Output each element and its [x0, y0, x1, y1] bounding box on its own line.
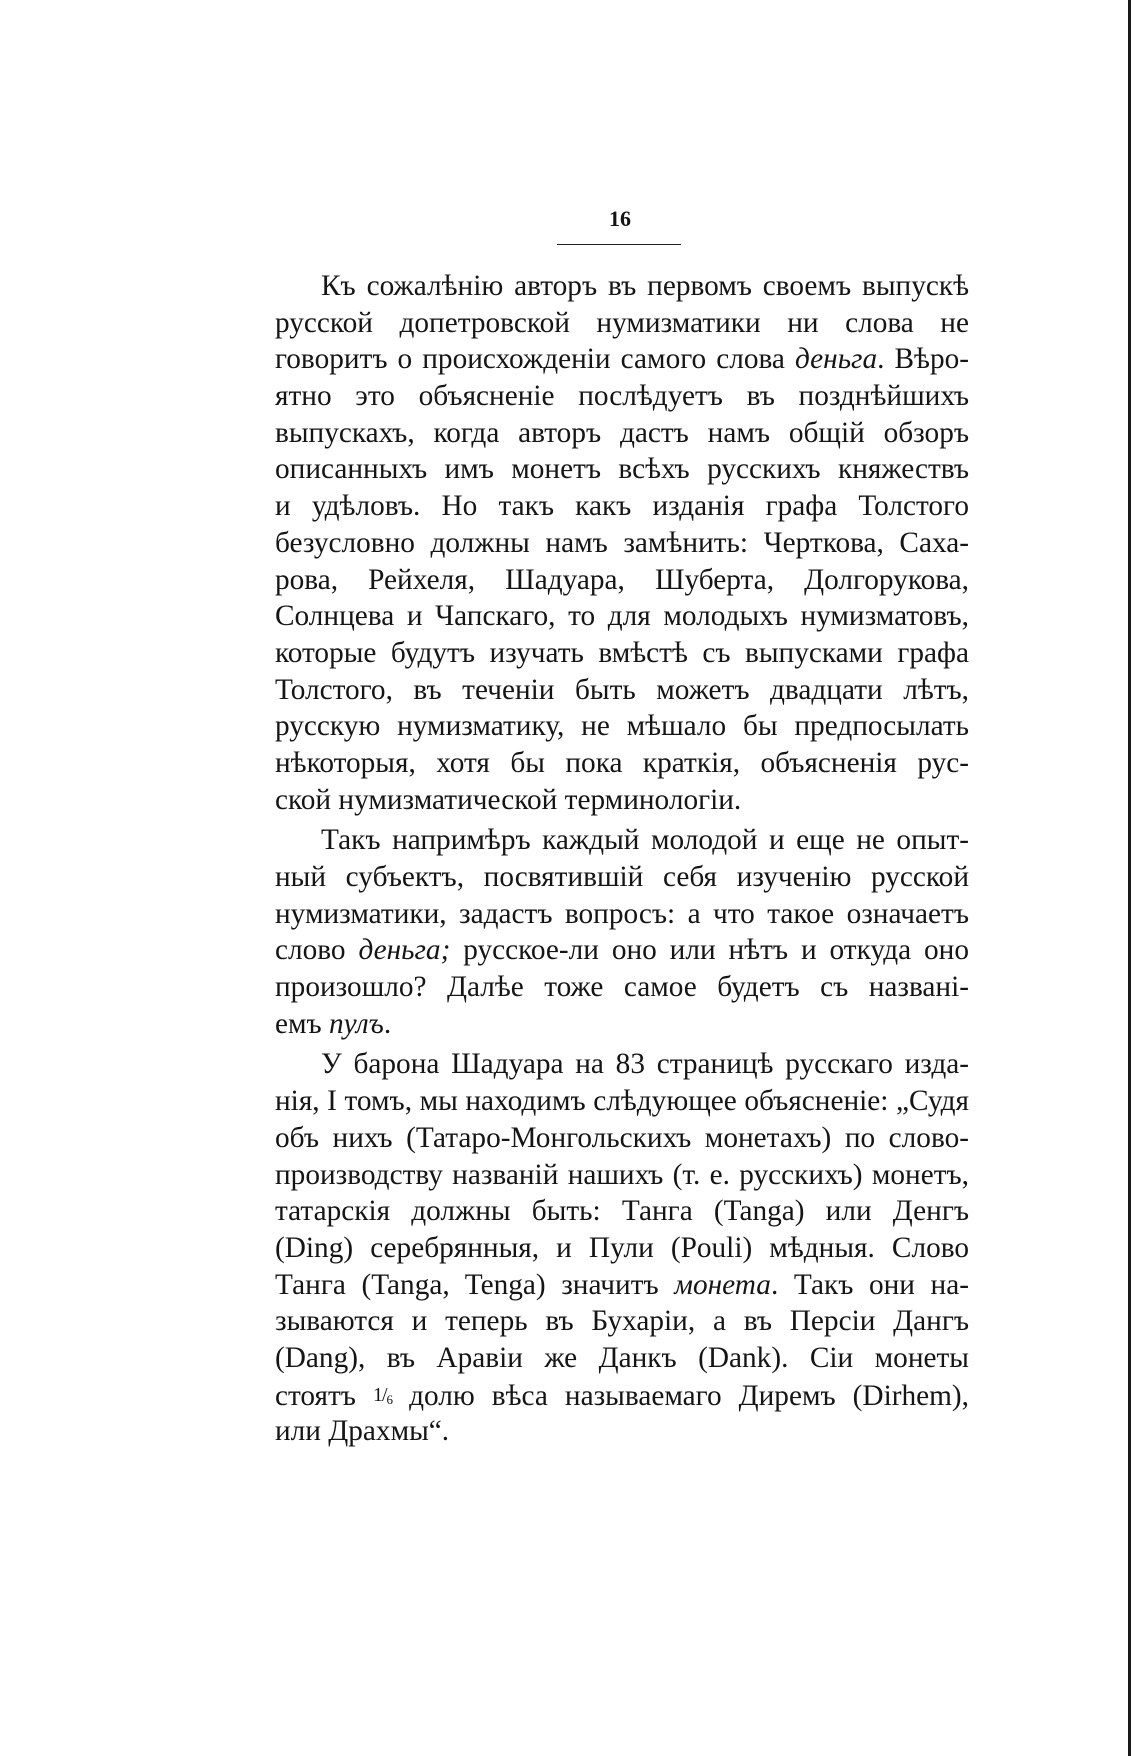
text-line: русскую нумизматику, не мѣшало бы предпосылать — [275, 710, 969, 743]
paragraph — [275, 268, 969, 818]
line-text: Танга (Tanga, Tenga) значитъ — [275, 1268, 675, 1301]
line-text: русское-ли оно или нѣтъ и откуда оно — [450, 934, 969, 967]
text-line: Толстого, въ теченіи быть можетъ двадцати лѣтъ, — [275, 673, 969, 706]
text-line: Такъ напримѣръ каждый молодой и еще не опыт- — [321, 824, 969, 857]
text-line: ской нумизматической терминологіи. — [275, 783, 742, 816]
paragraph — [275, 822, 969, 1042]
italic-term: деньга — [794, 343, 878, 376]
text-line: которые будутъ изучать вмѣстѣ съ выпусками графа — [275, 636, 969, 669]
line-text: . Такъ они на- — [770, 1268, 969, 1301]
italic-term: пулъ — [329, 1007, 384, 1040]
text-line — [275, 341, 969, 378]
text-line: нѣкоторыя, хотя бы пока краткія, объясненія рус- — [275, 746, 969, 779]
line-text: слово — [275, 934, 359, 967]
text-line: или Драхмы“. — [275, 1415, 450, 1448]
text-line: ятно это объясненіе послѣдуетъ въ позднѣйшихъ — [275, 380, 969, 413]
text-line: ный субъектъ, посвятившій себя изученію русской — [275, 861, 969, 893]
text-line: и удѣловъ. Но такъ какъ изданія графа Толстого — [275, 490, 969, 523]
italic-term: деньга; — [358, 934, 451, 967]
text-line: объ нихъ (Татаро-Монгольскихъ монетахъ) по слово- — [275, 1121, 969, 1154]
text-line: рова, Рейхеля, Шадуара, Шуберта, Долгорукова, — [275, 563, 969, 596]
text-line — [275, 1267, 969, 1304]
line-text: . Вѣро- — [877, 343, 970, 376]
text-line: (Ding) серебрянныя, и Пули (Pouli) мѣдныя. Слово — [275, 1231, 969, 1264]
line-text: емъ — [275, 1007, 330, 1040]
body-text — [275, 268, 969, 1450]
line-text: говоритъ о происхожденіи самого слова — [275, 343, 795, 376]
text-line: русской допетровской нумизматики ни слова не — [275, 306, 969, 339]
text-line: зываются и теперь въ Бухаріи, а въ Персіи Дангъ — [275, 1305, 969, 1338]
text-line: У барона Шадуара на 83 страницѣ русскаго изда- — [321, 1048, 969, 1081]
text-line: описанныхъ имъ монетъ всѣхъ русскихъ княжествъ — [275, 453, 969, 486]
text-line: нумизматики, задастъ вопросъ: а что такое означаетъ — [275, 897, 969, 930]
fraction-slash: / — [381, 1383, 387, 1406]
line-text: . — [383, 1007, 392, 1040]
page-number: 16 — [609, 206, 631, 231]
paragraph — [275, 1046, 969, 1450]
text-line: (Dang), въ Аравіи же Данкъ (Dank). Сіи монеты — [275, 1341, 969, 1374]
line-text: долю вѣса называемаго Диремъ (Dirhem), — [392, 1379, 970, 1412]
text-line: нія, I томъ, мы находимъ слѣдующее объясненіе: „Судя — [275, 1085, 969, 1118]
fraction-denominator: 6 — [386, 1391, 393, 1407]
line-text: стоятъ — [275, 1379, 373, 1412]
text-line: Солнцева и Чапскаго, то для молодыхъ нумизматовъ, — [275, 600, 969, 633]
text-line: произошло? Далѣе тоже самое будетъ съ названі- — [275, 971, 969, 1004]
text-line: выпускахъ, когда авторъ дастъ намъ общій обзоръ — [275, 416, 969, 449]
fraction — [373, 1384, 392, 1406]
header-rule — [557, 244, 681, 245]
text-line: безусловно должны намъ замѣнить: Черткова, Саха- — [275, 526, 969, 559]
text-line: производству названій нашихъ (т. е. русскихъ) монетъ, — [275, 1158, 969, 1191]
text-line: татарскія должны быть: Танга (Tanga) или Денгъ — [275, 1195, 969, 1228]
text-line — [275, 932, 969, 969]
fraction-numerator: 1 — [372, 1383, 382, 1406]
italic-term: монета — [674, 1268, 771, 1301]
page-edge-rule — [1128, 0, 1131, 1756]
text-line: Къ сожалѣнію авторъ въ первомъ своемъ выпускѣ — [321, 270, 969, 302]
text-line — [275, 1006, 969, 1043]
text-line — [275, 1377, 969, 1414]
